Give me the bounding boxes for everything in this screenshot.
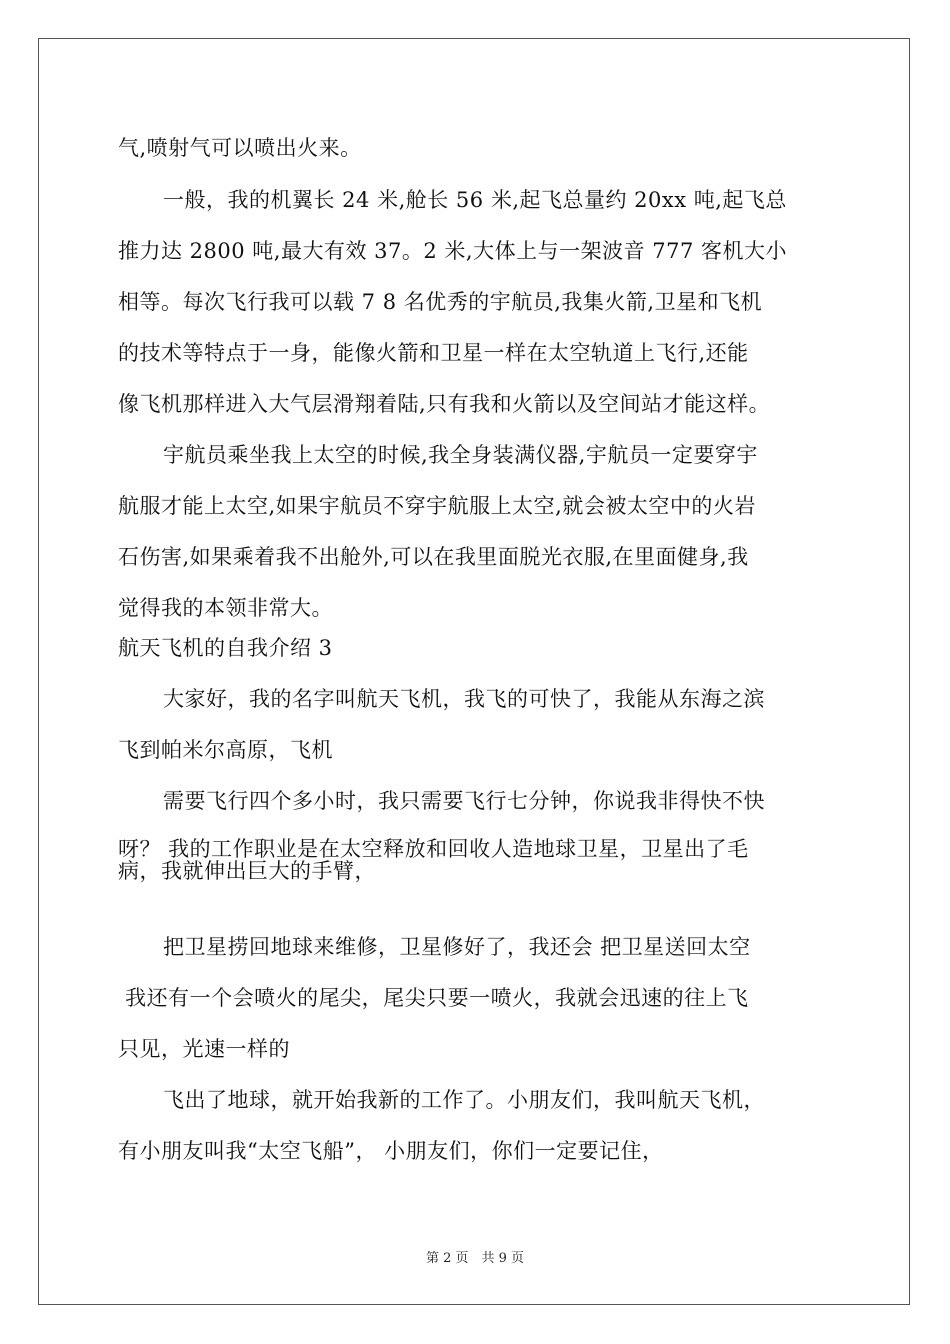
text-line: 需要飞行四个多小时，我只需要飞行七分钟，你说我非得快不快 (163, 789, 765, 813)
text-line: 航服才能上太空,如果宇航员不穿宇航服上太空,就会被太空中的火岩 (118, 494, 756, 518)
text-line: 把卫星捞回地球来维修，卫星修好了，我还会 把卫星送回太空 (163, 935, 751, 959)
text-line: 大家好，我的名字叫航天飞机，我飞的可快了，我能从东海之滨 (163, 687, 765, 711)
page-number: 第 2 页 共 9 页 (425, 1251, 525, 1266)
text-line: 推力达 2800 吨,最大有效 37。2 米,大体上与一架波音 777 客机大小 (118, 239, 788, 263)
text-line: 有小朋友叫我“太空飞船”， 小朋友们，你们一定要记住， (118, 1139, 664, 1163)
text-line: 飞到帕米尔高原，飞机 (118, 738, 333, 762)
text-line: 觉得我的本领非常大。 (118, 596, 333, 620)
section-heading: 航天飞机的自我介绍 3 (118, 636, 333, 660)
text-line: 一般，我的机翼长 24 米,舱长 56 米,起飞总量约 20xx 吨,起飞总 (163, 188, 787, 212)
text-line: 气,喷射气可以喷出火来。 (118, 136, 362, 160)
text-line: 像飞机那样进入大气层滑翔着陆,只有我和火箭以及空间站才能这样。 (118, 392, 771, 416)
text-line: 呀？ 我的工作职业是在太空释放和回收人造地球卫星，卫星出了毛 (118, 837, 749, 861)
text-line: 的技术等特点于一身，能像火箭和卫星一样在太空轨道上飞行,还能 (118, 341, 749, 365)
text-line: 石伤害,如果乘着我不出舱外,可以在我里面脱光衣服,在里面健身,我 (118, 545, 749, 569)
text-line: 只见，光速一样的 (118, 1037, 290, 1061)
text-line: 飞出了地球，就开始我新的工作了。小朋友们，我叫航天飞机， (163, 1088, 765, 1112)
text-line: 我还有一个会喷火的尾尖，尾尖只要一喷火，我就会迅速的往上飞 (118, 986, 749, 1010)
text-line: 病，我就伸出巨大的手臂， (118, 859, 376, 883)
text-line: 宇航员乘坐我上太空的时候,我全身装满仪器,宇航员一定要穿宇 (163, 443, 758, 467)
text-line: 相等。每次飞行我可以载 7 8 名优秀的宇航员,我集火箭,卫星和飞机 (118, 290, 763, 314)
